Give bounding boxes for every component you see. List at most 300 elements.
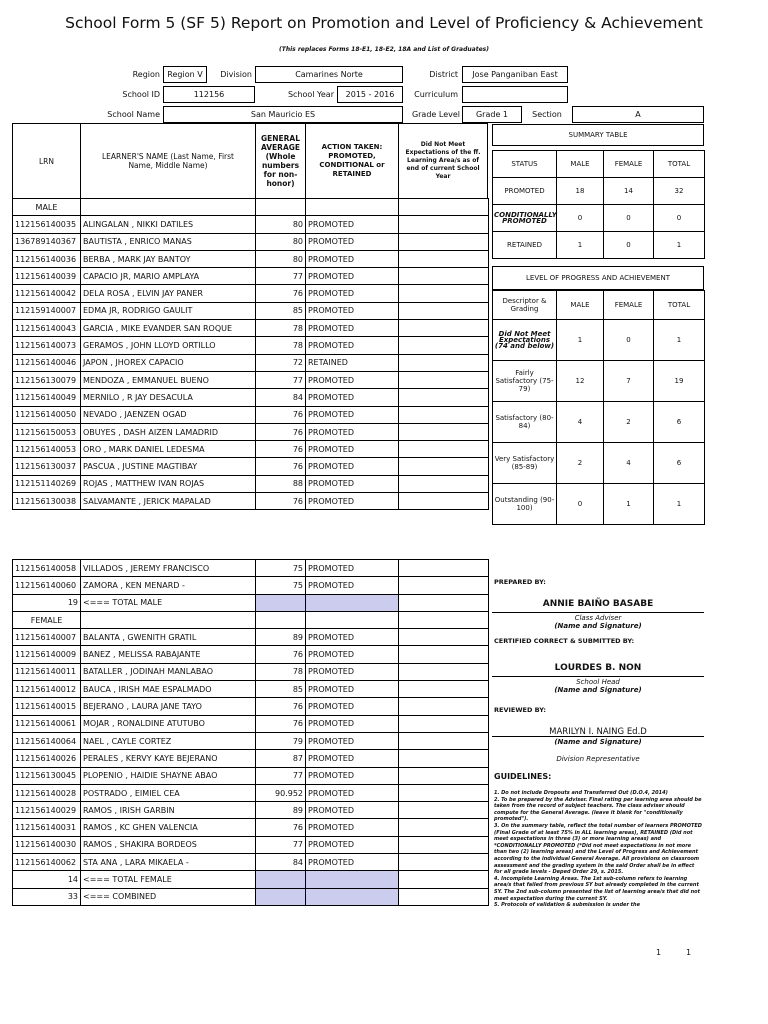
progress-cell: 1	[654, 320, 705, 361]
general-average-cell: 75	[256, 577, 306, 594]
action-taken-cell: PROMOTED	[306, 337, 399, 354]
male-table-a	[12, 198, 489, 510]
general-average-cell: 85	[256, 681, 306, 698]
action-taken-cell: PROMOTED	[306, 493, 399, 510]
section-label: Section	[522, 106, 572, 123]
notmet-cell	[399, 493, 489, 510]
general-average-cell: 80	[256, 250, 306, 267]
action-taken-cell: PROMOTED	[306, 406, 399, 423]
lrn-cell: 112156140039	[13, 268, 81, 285]
table-row	[13, 458, 489, 475]
action-taken-cell: PROMOTED	[306, 819, 399, 836]
summary-cell: 0	[604, 232, 654, 259]
school-head-name: LOURDES B. NON	[554, 663, 642, 673]
summary-header-cell: MALE	[557, 151, 604, 178]
learner-name-cell: BALANTA , GWENITH GRATIL	[81, 629, 256, 646]
summary-row	[493, 232, 705, 259]
total-female-row-label: <=== TOTAL FEMALE	[81, 871, 256, 888]
general-average-cell: 90.952	[256, 784, 306, 801]
summary-cell: 0	[604, 205, 654, 232]
col-average-header: GENERAL AVERAGE (Whole numbers for non-honor)	[255, 123, 306, 199]
school-year-field[interactable]: 2015 - 2016	[337, 86, 403, 103]
table-row	[13, 836, 489, 853]
lrn-cell: 112156140058	[13, 560, 81, 577]
district-label: District	[429, 70, 458, 79]
learner-name-cell: BAUTISTA , ENRICO MANAS	[81, 233, 256, 250]
progress-cell: 1	[604, 484, 654, 525]
guideline-item: 3. On the summary table, reflect the total number of learners PROMOTED (Final Grade of at least 75% in ALL learning areas), RETAINED (Did not meet expectations in three (3) or more learning areas) and *CONDITIONALLY PROMOTED (*Did not meet expectations in not more than two (2) learning areas) and the Level of Progress and Achievement according to the individual General Average. All provisions on classroom assessment and the grading system in the said Order shall be in effect for all grade levels - Deped Order 29, s. 2015.	[494, 822, 702, 876]
filler-cell	[399, 888, 489, 905]
table-row	[13, 493, 489, 510]
general-average-cell: 75	[256, 560, 306, 577]
learner-name-cell: BEJERANO , LAURA JANE TAYO	[81, 698, 256, 715]
summary-header-cell: FEMALE	[604, 151, 654, 178]
general-average-cell: 79	[256, 732, 306, 749]
general-average-cell: 76	[256, 698, 306, 715]
action-taken-cell: PROMOTED	[306, 233, 399, 250]
learner-name-cell: POSTRADO , EIMIEL CEA	[81, 784, 256, 801]
action-taken-cell: PROMOTED	[306, 423, 399, 440]
learner-name-cell: ALINGALAN , NIKKI DATILES	[81, 216, 256, 233]
table-row	[13, 750, 489, 767]
division-rep-name: MARILYN I. NAING Ed.D	[549, 727, 647, 737]
adviser-role: Class Adviser	[574, 614, 622, 622]
summary-cell: 18	[557, 178, 604, 205]
progress-cell: 1	[557, 320, 604, 361]
progress-row	[493, 402, 705, 443]
table-row	[13, 441, 489, 458]
general-average-cell: 84	[256, 389, 306, 406]
general-average-cell: 84	[256, 854, 306, 871]
summary-header-cell: STATUS	[493, 151, 557, 178]
adviser-line	[492, 612, 704, 613]
combined-row	[13, 888, 489, 905]
continuation-table	[12, 559, 489, 906]
progress-cell: 2	[604, 402, 654, 443]
notmet-cell	[399, 354, 489, 371]
notmet-cell	[399, 784, 489, 801]
learner-name-cell: EDMA JR, RODRIGO GAULIT	[81, 302, 256, 319]
shaded-cell	[256, 888, 306, 905]
lrn-cell: 112151140269	[13, 475, 81, 492]
learner-name-cell: BATALLER , JODINAH MANLABAO	[81, 663, 256, 680]
learner-name-cell: CAPACIO JR, MARIO AMPLAYA	[81, 268, 256, 285]
action-taken-cell: PROMOTED	[306, 715, 399, 732]
lrn-cell: 112156140007	[13, 629, 81, 646]
action-taken-cell: PROMOTED	[306, 458, 399, 475]
general-average-cell: 89	[256, 629, 306, 646]
lrn-cell: 112156140028	[13, 784, 81, 801]
lrn-cell: 112156140030	[13, 836, 81, 853]
combined-row-count: 33	[13, 888, 81, 905]
learner-name-cell: MOJAR , RONALDINE ATUTUBO	[81, 715, 256, 732]
action-taken-cell: PROMOTED	[306, 560, 399, 577]
notmet-cell	[399, 320, 489, 337]
notmet-cell	[399, 767, 489, 784]
page-title: School Form 5 (SF 5) Report on Promotion and Level of Proficiency & Achievement	[65, 14, 703, 32]
filler-cell	[399, 611, 489, 628]
progress-cell: Very Satisfactory (85-89)	[493, 443, 557, 484]
lrn-cell: 112156140060	[13, 577, 81, 594]
guideline-item: 2. To be prepared by the Adviser. Final rating per learning area should be taken from the record of subject teachers. The class adviser should compute for the General Average. (leave it blank for "conditionally promoted").	[494, 796, 702, 823]
summary-title: SUMMARY TABLE	[492, 124, 704, 146]
progress-header-row	[493, 291, 705, 320]
table-row	[13, 406, 489, 423]
progress-table	[492, 290, 705, 525]
progress-header-cell: MALE	[557, 291, 604, 320]
shaded-cell	[306, 871, 399, 888]
summary-header-cell: TOTAL	[654, 151, 705, 178]
action-taken-cell: PROMOTED	[306, 389, 399, 406]
action-taken-cell: PROMOTED	[306, 302, 399, 319]
filler-cell	[399, 199, 489, 216]
action-taken-cell: PROMOTED	[306, 663, 399, 680]
total-female-row-count: 14	[13, 871, 81, 888]
action-taken-cell: PROMOTED	[306, 681, 399, 698]
table-row	[13, 577, 489, 594]
notmet-cell	[399, 285, 489, 302]
col-lrn-header: LRN	[12, 123, 81, 199]
progress-cell: 4	[557, 402, 604, 443]
general-average-cell: 80	[256, 233, 306, 250]
general-average-cell: 76	[256, 441, 306, 458]
table-row	[13, 302, 489, 319]
table-row	[13, 268, 489, 285]
shaded-cell	[256, 871, 306, 888]
rep-line	[492, 736, 704, 737]
progress-cell: 0	[557, 484, 604, 525]
progress-header-cell: FEMALE	[604, 291, 654, 320]
table-row	[13, 250, 489, 267]
lrn-cell: 112159140007	[13, 302, 81, 319]
lrn-cell: 136789140367	[13, 233, 81, 250]
progress-row	[493, 361, 705, 402]
notmet-cell	[399, 216, 489, 233]
lrn-cell: 112156130038	[13, 493, 81, 510]
general-average-cell: 76	[256, 819, 306, 836]
summary-cell: 0	[557, 205, 604, 232]
notmet-cell	[399, 302, 489, 319]
learner-name-cell: RAMOS , SHAKIRA BORDEOS	[81, 836, 256, 853]
general-average-cell: 78	[256, 337, 306, 354]
general-average-cell: 76	[256, 423, 306, 440]
learner-name-cell: BANEZ , MELISSA RABAJANTE	[81, 646, 256, 663]
page-number: 1	[656, 948, 662, 957]
lrn-cell: 112156140053	[13, 441, 81, 458]
progress-cell: 6	[654, 443, 705, 484]
action-taken-cell: PROMOTED	[306, 646, 399, 663]
learner-name-cell: PERALES , KERVY KAYE BEJERANO	[81, 750, 256, 767]
table-row	[13, 629, 489, 646]
notmet-cell	[399, 371, 489, 388]
learner-name-cell: VILLADOS , JEREMY FRANCISCO	[81, 560, 256, 577]
school-head-role: School Head	[576, 678, 620, 686]
learner-name-cell: ZAMORA , KEN MENARD -	[81, 577, 256, 594]
lrn-cell: 112156140012	[13, 681, 81, 698]
table-row	[13, 681, 489, 698]
notmet-cell	[399, 854, 489, 871]
table-row	[13, 389, 489, 406]
learner-name-cell: PASCUA , JUSTINE MAGTIBAY	[81, 458, 256, 475]
section-field[interactable]: A	[572, 106, 704, 123]
division-rep-role: Division Representative	[556, 755, 640, 763]
progress-cell: 4	[604, 443, 654, 484]
notmet-cell	[399, 819, 489, 836]
filler-cell	[81, 611, 256, 628]
table-row	[13, 560, 489, 577]
action-taken-cell: PROMOTED	[306, 475, 399, 492]
notmet-cell	[399, 836, 489, 853]
action-taken-cell: RETAINED	[306, 354, 399, 371]
action-taken-cell: PROMOTED	[306, 216, 399, 233]
notmet-cell	[399, 406, 489, 423]
general-average-cell: 78	[256, 320, 306, 337]
school-name-label: School Name	[107, 110, 160, 119]
table-row	[13, 663, 489, 680]
progress-cell: Fairly Satisfactory (75-79)	[493, 361, 557, 402]
filler-cell	[399, 871, 489, 888]
curriculum-label: Curriculum	[414, 90, 458, 99]
lrn-cell: 112156140042	[13, 285, 81, 302]
reviewed-by-label: REVIEWED BY:	[494, 706, 546, 714]
notmet-cell	[399, 715, 489, 732]
progress-cell: 7	[604, 361, 654, 402]
general-average-cell: 80	[256, 216, 306, 233]
notmet-cell	[399, 646, 489, 663]
notmet-cell	[399, 268, 489, 285]
summary-cell: CONDITIONALLY PROMOTED	[493, 205, 557, 232]
progress-row	[493, 443, 705, 484]
combined-row-label: <=== COMBINED	[81, 888, 256, 905]
general-average-cell: 72	[256, 354, 306, 371]
col-action-header: ACTION TAKEN: PROMOTED, CONDITIONAL or RETAINED	[305, 123, 399, 199]
filler-cell	[399, 594, 489, 611]
action-taken-cell: PROMOTED	[306, 577, 399, 594]
learner-name-cell: MENDOZA , EMMANUEL BUENO	[81, 371, 256, 388]
learner-name-cell: GARCIA , MIKE EVANDER SAN ROQUE	[81, 320, 256, 337]
notmet-cell	[399, 389, 489, 406]
table-row	[13, 233, 489, 250]
notmet-cell	[399, 732, 489, 749]
general-average-cell: 77	[256, 836, 306, 853]
action-taken-cell: PROMOTED	[306, 320, 399, 337]
action-taken-cell: PROMOTED	[306, 750, 399, 767]
lrn-cell: 112156140073	[13, 337, 81, 354]
division-label: Division	[220, 70, 252, 79]
male-section-row	[13, 199, 489, 216]
shaded-cell	[256, 594, 306, 611]
lrn-cell: 112156140061	[13, 715, 81, 732]
total-female-row	[13, 871, 489, 888]
progress-title: LEVEL OF PROGRESS AND ACHIEVEMENT	[492, 266, 704, 290]
general-average-cell: 89	[256, 802, 306, 819]
learner-name-cell: DELA ROSA , ELVIN JAY PANER	[81, 285, 256, 302]
table-row	[13, 698, 489, 715]
male-section-row-label: MALE	[13, 199, 81, 216]
action-taken-cell: PROMOTED	[306, 250, 399, 267]
school-id-label: School ID	[122, 90, 160, 99]
general-average-cell: 76	[256, 458, 306, 475]
action-taken-cell: PROMOTED	[306, 285, 399, 302]
notmet-cell	[399, 233, 489, 250]
summary-cell: 14	[604, 178, 654, 205]
learner-name-cell: BERBA , MARK JAY BANTOY	[81, 250, 256, 267]
lrn-cell: 112156140026	[13, 750, 81, 767]
head-line	[492, 676, 704, 677]
adviser-note: (Name and Signature)	[554, 622, 642, 630]
female-section-row	[13, 611, 489, 628]
division-field[interactable]: Camarines Norte	[255, 66, 403, 83]
general-average-cell: 76	[256, 715, 306, 732]
page-total: 1	[686, 948, 692, 957]
female-section-row-label: FEMALE	[13, 611, 81, 628]
lrn-cell: 112156130045	[13, 767, 81, 784]
lrn-cell: 112156130079	[13, 371, 81, 388]
page-subtitle: (This replaces Forms 18-E1, 18-E2, 18A and List of Graduates)	[279, 46, 489, 53]
learner-name-cell: ROJAS , MATTHEW IVAN ROJAS	[81, 475, 256, 492]
guideline-item: 1. Do not include Dropouts and Transferred Out (D.O.4, 2014)	[494, 790, 668, 796]
learner-name-cell: MERNILO , R JAY DESACULA	[81, 389, 256, 406]
summary-header-row	[493, 151, 705, 178]
table-row	[13, 475, 489, 492]
notmet-cell	[399, 629, 489, 646]
lrn-cell: 112156140035	[13, 216, 81, 233]
action-taken-cell: PROMOTED	[306, 767, 399, 784]
general-average-cell: 85	[256, 302, 306, 319]
progress-cell: Did Not Meet Expectations (74 and below)	[493, 320, 557, 361]
notmet-cell	[399, 750, 489, 767]
lrn-cell: 112156140029	[13, 802, 81, 819]
lrn-cell: 112156140031	[13, 819, 81, 836]
notmet-cell	[399, 441, 489, 458]
table-row	[13, 854, 489, 871]
lrn-cell: 112156140046	[13, 354, 81, 371]
guideline-item: 4. Incomplete Learning Areas. The 1st sub-column refers to learning area/s that failed from previous SY but already completed in the current SY. The 2nd sub-column presented the list of learning area/s that did not meet expectation during the current SY.	[494, 875, 700, 902]
progress-cell: 2	[557, 443, 604, 484]
action-taken-cell: PROMOTED	[306, 836, 399, 853]
summary-cell: 32	[654, 178, 705, 205]
notmet-cell	[399, 577, 489, 594]
school-name-field[interactable]: San Mauricio ES	[163, 106, 403, 123]
learner-name-cell: GERAMOS , JOHN LLOYD ORTILLO	[81, 337, 256, 354]
lrn-cell: 112156140062	[13, 854, 81, 871]
notmet-cell	[399, 560, 489, 577]
summary-row	[493, 178, 705, 205]
summary-cell: RETAINED	[493, 232, 557, 259]
general-average-cell: 87	[256, 750, 306, 767]
notmet-cell	[399, 250, 489, 267]
school-year-label: School Year	[287, 90, 334, 99]
lrn-cell: 112156140043	[13, 320, 81, 337]
summary-table	[492, 150, 705, 259]
filler-cell	[256, 199, 306, 216]
col-name-header: LEARNER'S NAME (Last Name, First Name, Middle Name)	[80, 123, 256, 199]
table-row	[13, 216, 489, 233]
progress-header-cell: TOTAL	[654, 291, 705, 320]
progress-row	[493, 320, 705, 361]
learner-name-cell: BAUCA , IRISH MAE ESPALMADO	[81, 681, 256, 698]
total-male-row-count: 19	[13, 594, 81, 611]
total-male-row-label: <=== TOTAL MALE	[81, 594, 256, 611]
general-average-cell: 76	[256, 493, 306, 510]
lrn-cell: 112156140064	[13, 732, 81, 749]
general-average-cell: 77	[256, 767, 306, 784]
learner-name-cell: NAEL , CAYLE CORTEZ	[81, 732, 256, 749]
notmet-cell	[399, 681, 489, 698]
progress-cell: 0	[604, 320, 654, 361]
lrn-cell: 112156140049	[13, 389, 81, 406]
learner-name-cell: STA ANA , LARA MIKAELA -	[81, 854, 256, 871]
learner-name-cell: OBUYES , DASH AIZEN LAMADRID	[81, 423, 256, 440]
guideline-item: 5. Protocols of validation & submission is under the	[494, 902, 640, 909]
certified-label: CERTIFIED CORRECT & SUBMITTED BY:	[494, 637, 635, 645]
adviser-name: ANNIE BAIÑO BASABE	[542, 599, 654, 609]
lrn-cell: 112156140050	[13, 406, 81, 423]
shaded-cell	[306, 594, 399, 611]
table-row	[13, 802, 489, 819]
table-row	[13, 423, 489, 440]
table-row	[13, 646, 489, 663]
action-taken-cell: PROMOTED	[306, 371, 399, 388]
district-field[interactable]: Jose Panganiban East	[462, 66, 568, 83]
notmet-cell	[399, 423, 489, 440]
learner-name-cell: PLOPENIO , HAIDIE SHAYNE ABAO	[81, 767, 256, 784]
action-taken-cell: PROMOTED	[306, 802, 399, 819]
table-row	[13, 715, 489, 732]
summary-row	[493, 205, 705, 232]
learner-name-cell: RAMOS , KC GHEN VALENCIA	[81, 819, 256, 836]
grade-level-label: Grade Level	[411, 110, 460, 119]
guidelines-list	[494, 790, 704, 947]
lrn-cell: 112156140009	[13, 646, 81, 663]
general-average-cell: 88	[256, 475, 306, 492]
grade-level-field[interactable]: Grade 1	[462, 106, 522, 123]
progress-row	[493, 484, 705, 525]
action-taken-cell: PROMOTED	[306, 854, 399, 871]
table-row	[13, 285, 489, 302]
guidelines-title: GUIDELINES:	[494, 772, 552, 781]
general-average-cell: 76	[256, 406, 306, 423]
lrn-cell: 112156140015	[13, 698, 81, 715]
notmet-cell	[399, 475, 489, 492]
table-row	[13, 337, 489, 354]
notmet-cell	[399, 663, 489, 680]
progress-cell: 12	[557, 361, 604, 402]
general-average-cell: 77	[256, 371, 306, 388]
learner-name-cell: NEVADO , JAENZEN OGAD	[81, 406, 256, 423]
lrn-cell: 112156140011	[13, 663, 81, 680]
col-notmet-header: Did Not Meet Expectations of the ff. Learning Area/s as of end of current School Year	[398, 123, 488, 199]
filler-cell	[256, 611, 306, 628]
general-average-cell: 78	[256, 663, 306, 680]
action-taken-cell: PROMOTED	[306, 784, 399, 801]
action-taken-cell: PROMOTED	[306, 698, 399, 715]
school-head-note: (Name and Signature)	[554, 686, 642, 694]
summary-cell: 0	[654, 205, 705, 232]
summary-cell: 1	[654, 232, 705, 259]
lrn-cell: 112156150053	[13, 423, 81, 440]
table-row	[13, 371, 489, 388]
notmet-cell	[399, 337, 489, 354]
shaded-cell	[306, 888, 399, 905]
school-id-field[interactable]: 112156	[163, 86, 255, 103]
action-taken-cell: PROMOTED	[306, 441, 399, 458]
region-field[interactable]: Region V	[163, 66, 207, 83]
curriculum-field[interactable]	[462, 86, 568, 103]
table-row	[13, 767, 489, 784]
general-average-cell: 76	[256, 646, 306, 663]
total-male-row	[13, 594, 489, 611]
